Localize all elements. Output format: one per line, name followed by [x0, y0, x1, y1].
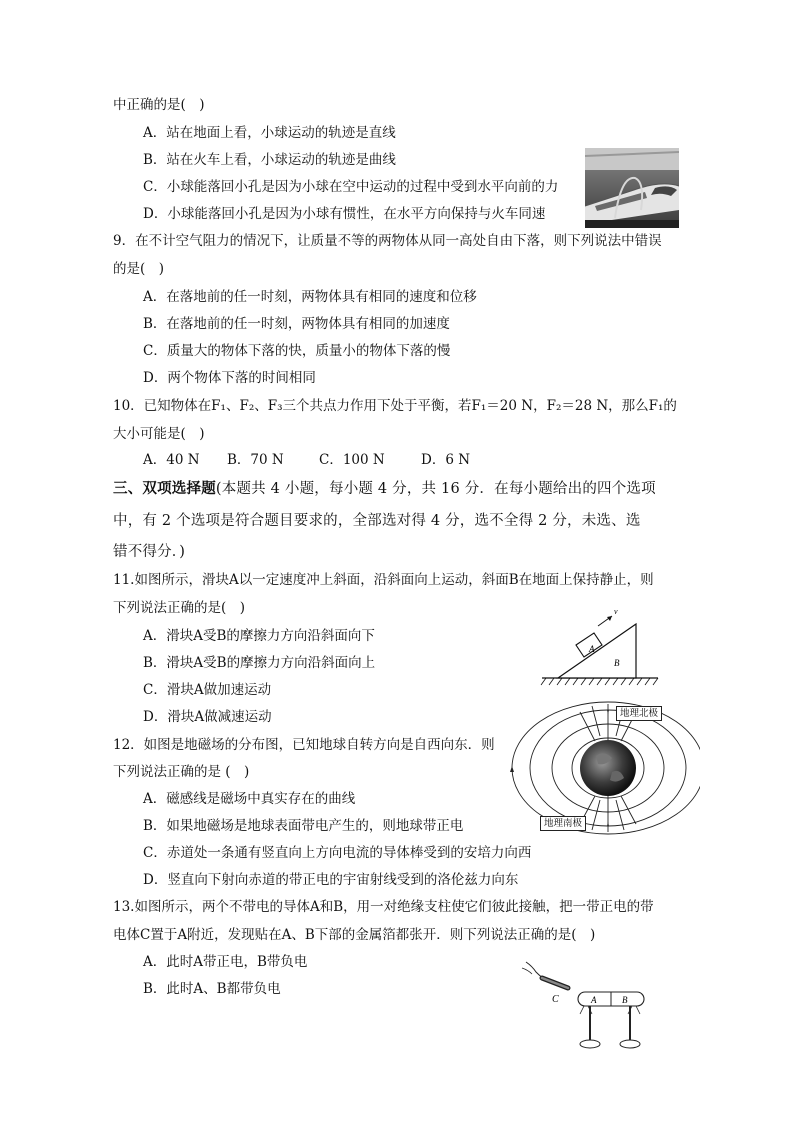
geographic-south-label: 地理南极 [540, 816, 586, 831]
q10-option-a: A．40 N [143, 452, 200, 468]
q13-stem-line1: 13.如图所示，两个不带电的导体A和B，用一对绝缘支柱使它们彼此接触，把一带正电的带 [113, 899, 654, 915]
incline-figure [540, 602, 660, 688]
q11-stem-line2: 下列说法正确的是( ) [113, 600, 246, 616]
section3-line2: 中，有 2 个选项是符合题目要求的，全部选对得 4 分，选不全得 2 分，未选、选 [113, 513, 641, 529]
conductor-figure [518, 958, 648, 1054]
q9-stem-line2: 的是( ) [113, 261, 165, 277]
q9-option-c: C．质量大的物体下落的快，质量小的物体下落的慢 [143, 343, 451, 359]
q10-stem-line1: 10．已知物体在F₁、F₂、F₃三个共点力作用下处于平衡，若F₁＝20 N，F₂＝28 N，那么F₁的 [113, 398, 677, 414]
conductor-b-label: B [622, 995, 628, 1005]
section3-line1 [113, 480, 656, 498]
q9-option-d: D．两个物体下落的时间相同 [143, 370, 316, 386]
q10-option-b: B．70 N [227, 452, 284, 468]
q12-option-b: B．如果地磁场是地球表面带电产生的，则地球带正电 [143, 818, 464, 834]
train-photo [585, 148, 679, 228]
q8-stem: 中正确的是( ) [113, 97, 205, 113]
q11-option-b: B．滑块A受B的摩擦力方向沿斜面向上 [143, 655, 376, 671]
q9-stem-line1: 9．在不计空气阻力的情况下，让质量不等的两物体从同一高处自由下落，则下列说法中错误 [113, 233, 662, 249]
q8-option-b: B．站在火车上看，小球运动的轨迹是曲线 [143, 152, 396, 168]
q10-option-d: D．6 N [421, 452, 471, 468]
q8-option-c: C．小球能落回小孔是因为小球在空中运动的过程中受到水平向前的力 [143, 179, 559, 195]
geographic-north-label: 地理北极 [616, 706, 662, 721]
q8-option-d: D．小球能落回小孔是因为小球有惯性，在水平方向保持与火车同速 [143, 206, 546, 222]
q11-option-a: A．滑块A受B的摩擦力方向沿斜面向下 [143, 628, 375, 644]
q10-options-row [143, 451, 470, 469]
q11-option-d: D．滑块A做减速运动 [143, 709, 272, 725]
q8-option-a: A．站在地面上看，小球运动的轨迹是直线 [143, 125, 396, 141]
block-a-label: A [589, 644, 595, 654]
velocity-label: v [614, 607, 618, 616]
section3-intro: (本题共 4 小题，每小题 4 分，共 16 分．在每小题给出的四个选项 [215, 481, 656, 497]
section3-line3: 错不得分．) [113, 544, 186, 560]
q13-option-a: A．此时A带正电，B带负电 [143, 954, 308, 970]
incline-b-label: B [614, 658, 620, 668]
q11-option-c: C．滑块A做加速运动 [143, 682, 272, 698]
q9-option-a: A．在落地前的任一时刻，两物体具有相同的速度和位移 [143, 289, 477, 305]
q11-stem-line1: 11.如图所示，滑块A以一定速度冲上斜面，沿斜面向上运动，斜面B在地面上保持静止，则 [113, 572, 654, 588]
q12-stem-line1: 12．如图是地磁场的分布图，已知地球自转方向是自西向东．则 [113, 737, 495, 753]
conductor-a-label: A [591, 995, 597, 1005]
q12-stem-line2: 下列说法正确的是 ( ) [113, 764, 250, 780]
q13-option-b: B．此时A、B都带负电 [143, 981, 281, 997]
q12-option-d: D．竖直向下射向赤道的带正电的宇宙射线受到的洛伦兹力向东 [143, 872, 519, 888]
q10-option-c: C．100 N [319, 452, 385, 468]
q13-stem-line2: 电体C置于A附近，发现贴在A、B下部的金属箔都张开．则下列说法正确的是( ) [113, 927, 596, 943]
q12-option-c: C．赤道处一条通有竖直向上方向电流的导体棒受到的安培力向西 [143, 845, 532, 861]
section3-title: 三、双项选择题 [113, 481, 216, 497]
q9-option-b: B．在落地前的任一时刻，两物体具有相同的加速度 [143, 316, 450, 332]
rod-c-label: C [552, 994, 559, 1005]
q12-option-a: A．磁感线是磁场中真实存在的曲线 [143, 791, 356, 807]
geomagnetic-field-figure [500, 696, 700, 836]
q10-stem-line2: 大小可能是( ) [113, 426, 205, 442]
